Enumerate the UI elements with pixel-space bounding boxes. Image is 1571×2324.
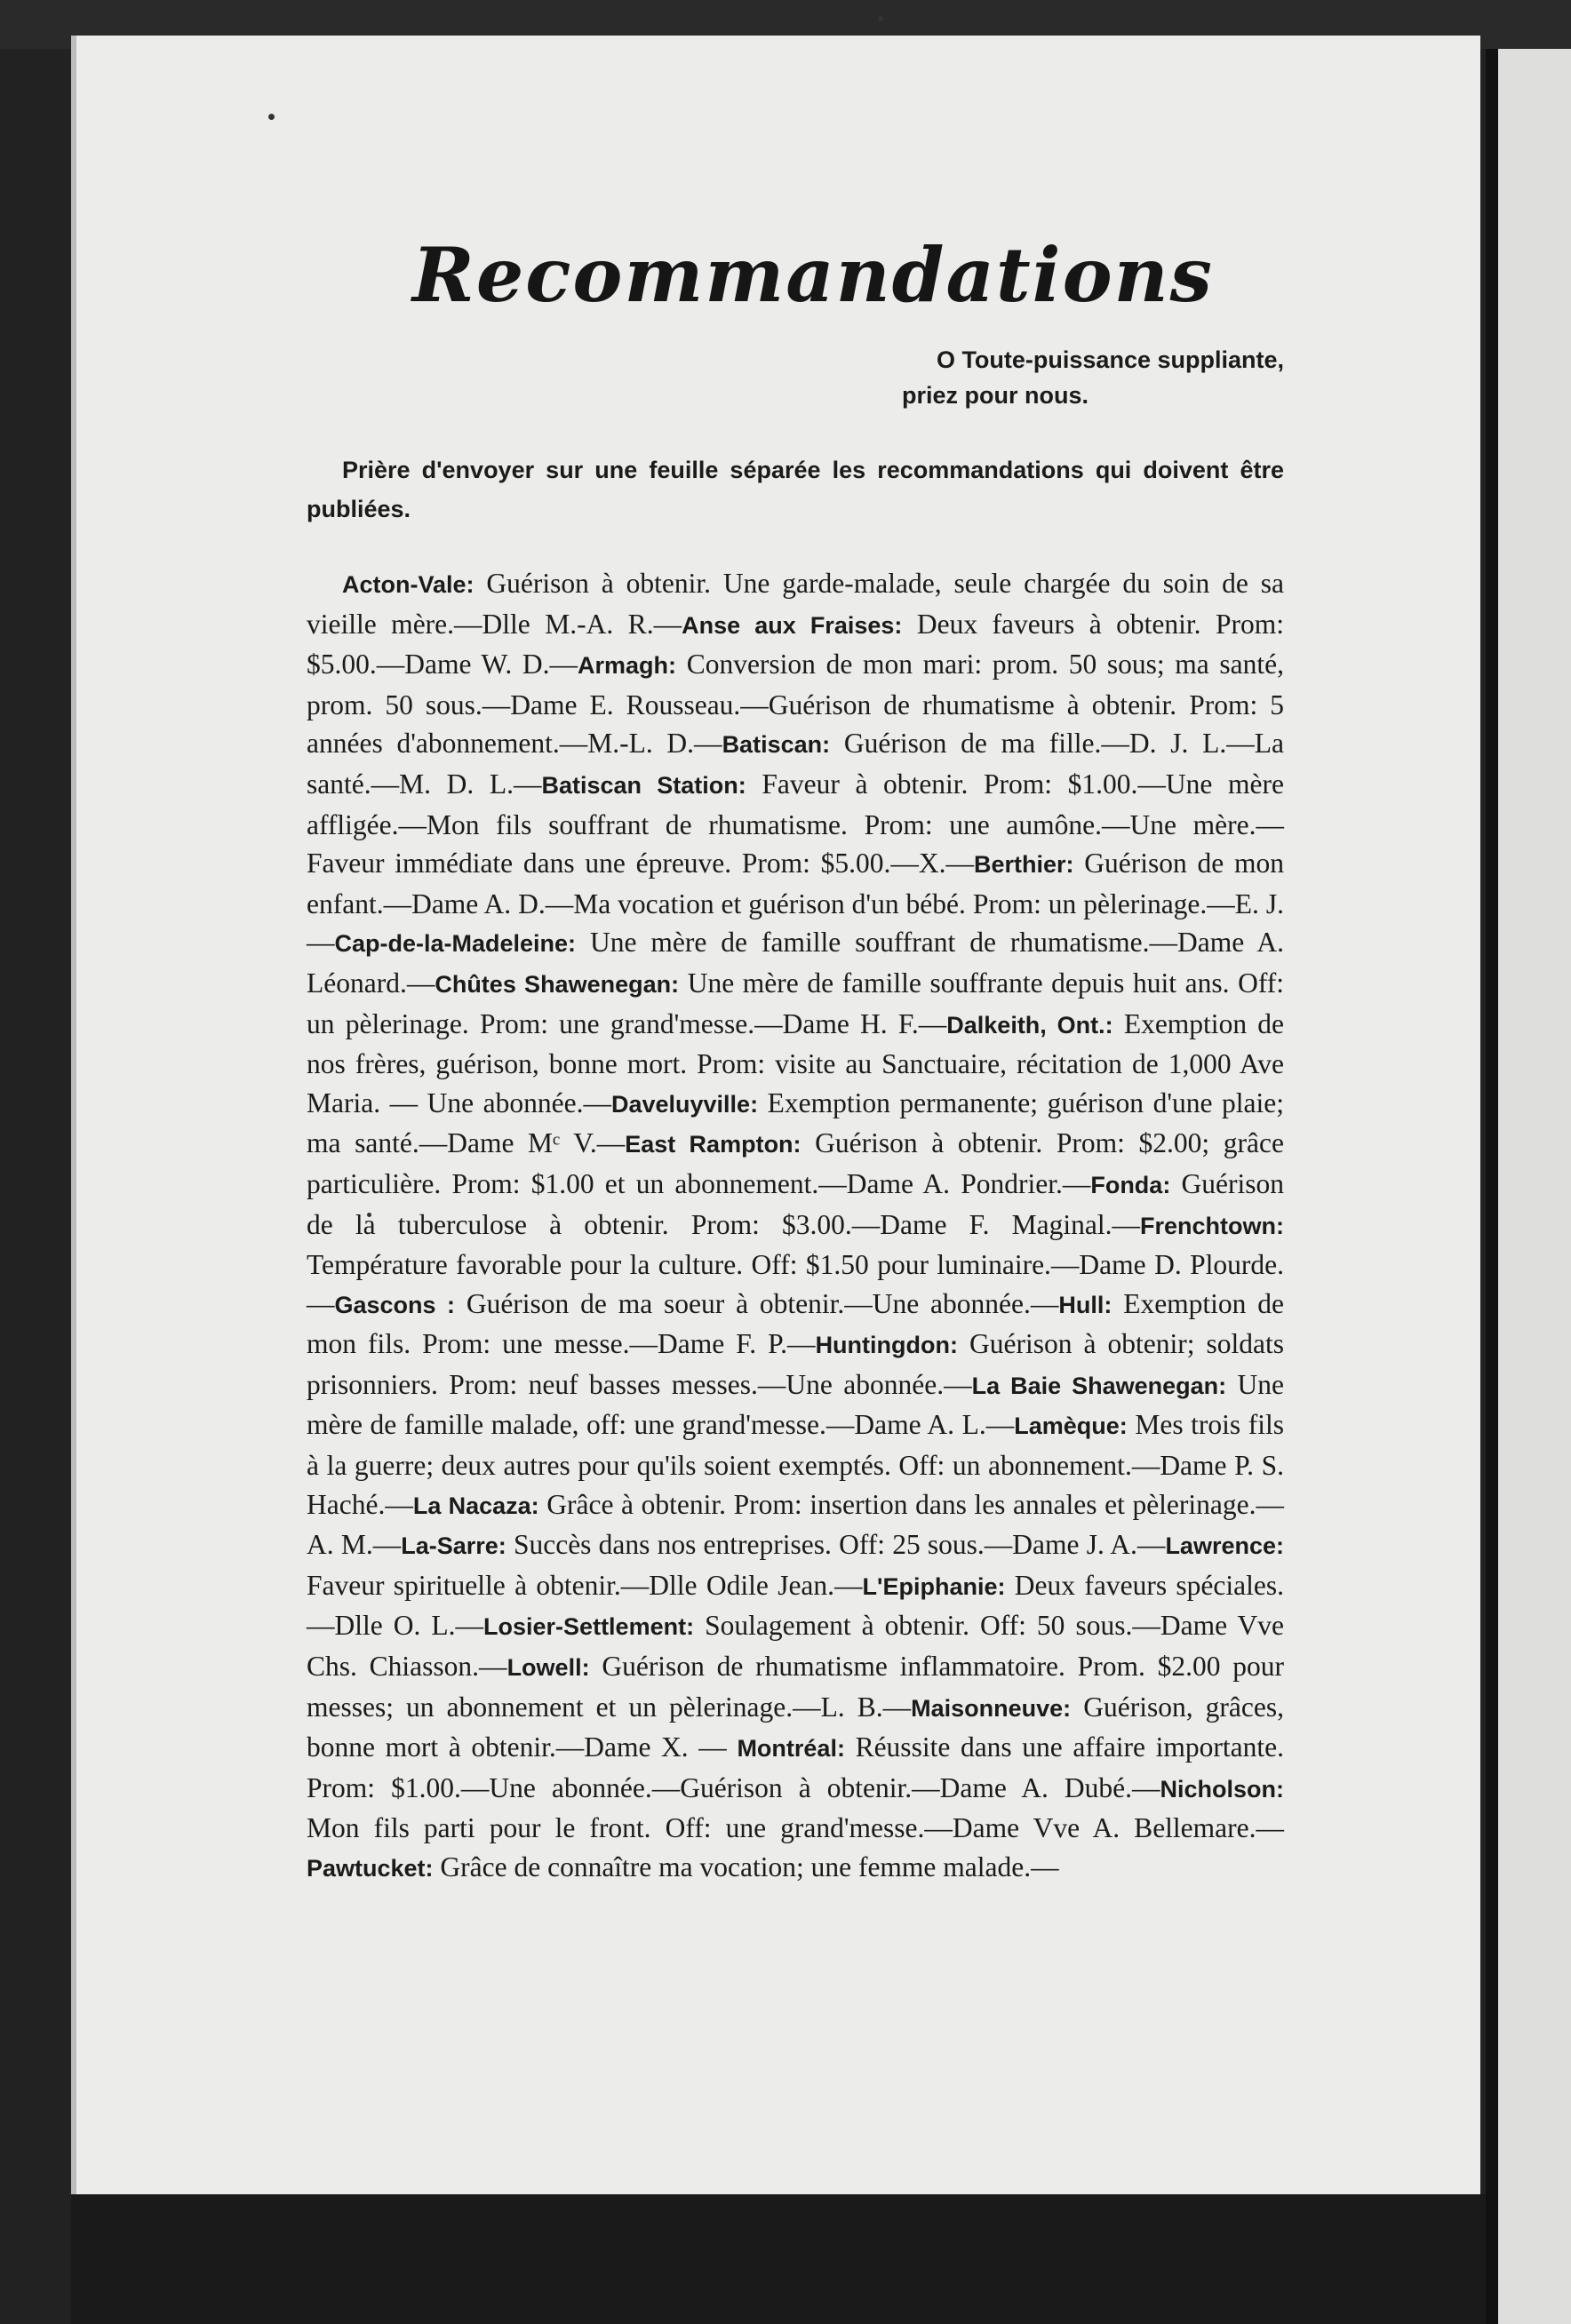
entry-place: Lawrence: — [1165, 1532, 1284, 1560]
entry-text: Grâce à obtenir. Prom: insertion dans les annales et pèlerinage.—A. M.— — [307, 1488, 1284, 1561]
entry-text: Exemption de mon fils. Prom: une messe.—Dame F. P.— — [307, 1287, 1284, 1360]
entry-text: Guérison de ma soeur à obtenir.—Une abonnée.— — [455, 1287, 1059, 1319]
entry-text: Guérison à obtenir. Une garde-malade, seule chargée du soin de sa vieille mère.—Dlle M.-A. R.— — [307, 568, 1284, 640]
entry-place: East Rampton: — [625, 1131, 801, 1158]
entry-text: Guérison de la tuberculose à obtenir. Prom: $3.00.—Dame F. Maginal.— — [307, 1167, 1284, 1240]
page-title: Recommandations — [412, 231, 1214, 319]
speck — [268, 114, 275, 120]
entry-text: Guérison de ma fille.—D. J. L.—La santé.—M. D. L.— — [307, 728, 1284, 800]
entry-text: Soulagement à obtenir. Off: 50 sous.—Dame Vve Chs. Chiasson.— — [307, 1610, 1284, 1683]
invocation-line-2: priez pour nous. — [901, 382, 1089, 409]
entry-place: Armagh: — [578, 652, 677, 680]
entry-text: Grâce de connaître ma vocation; une femme malade.— — [433, 1851, 1059, 1882]
entry-text: Guérison de rhumatisme inflammatoire. Prom. $2.00 pour messes; un abonnement et un pèlerinage.—L. B.— — [307, 1651, 1284, 1723]
entry-text: Réussite dans une affaire importante. Prom: $1.00.—Une abonnée.—Guérison à obtenir.—Dame A. Dubé.— — [307, 1731, 1284, 1803]
entry-place: Hull: — [1058, 1291, 1112, 1318]
entry-text: Exemption permanente; guérison d'une plaie; ma santé.—Dame Mᶜ V.— — [307, 1086, 1284, 1159]
entry-text: Deux faveurs spéciales.—Dlle O. L.— — [307, 1569, 1284, 1642]
entry-text: Une mère de famille souffrante depuis huit ans. Off: un pèlerinage. Prom: une grand'messe.—Dame H. F.— — [307, 967, 1284, 1039]
next-page-edge — [1486, 49, 1571, 2324]
entry-place: La-Sarre: — [401, 1532, 506, 1560]
entry-place: Anse aux Fraises: — [682, 611, 903, 639]
entry-place: Dalkeith, Ont.: — [946, 1011, 1113, 1039]
entry-place: Huntingdon: — [815, 1332, 958, 1359]
entry-place: Frenchtown: — [1140, 1212, 1284, 1239]
submission-notice: Prière d'envoyer sur une feuille séparée les recommandations qui doivent être publiées. — [307, 457, 1284, 522]
entry-place: Maisonneuve: — [911, 1694, 1072, 1722]
entry-text: Guérison à obtenir. Prom: $2.00; grâce particulière. Prom: $1.00 et un abonnement.—Dame A. Pondrier.— — [307, 1127, 1284, 1199]
entry-text: Conversion de mon mari: prom. 50 sous; ma santé, prom. 50 sous.—Dame E. Rousseau.—Guérison de rhumatisme à obtenir. Prom: 5 années d'abonnement.—M.-L. D.— — [307, 649, 1285, 760]
page-content — [307, 231, 1284, 1889]
entry-text: Faveur spirituelle à obtenir.—Dlle Odile Jean.— — [307, 1569, 863, 1601]
entry-place: Acton-Vale: — [342, 571, 474, 598]
invocation-line-1: O Toute-puissance suppliante, — [936, 346, 1284, 373]
entry-text: Guérison de mon enfant.—Dame A. D.—Ma vocation et guérison d'un bébé. Prom: un pèlerinage.—E. J.— — [307, 848, 1284, 959]
entry-place: Losier-Settlement: — [483, 1613, 695, 1641]
entry-place: Fonda: — [1090, 1171, 1171, 1198]
entry-text: Une mère de famille souffrant de rhumatisme.—Dame A. Léonard.— — [307, 927, 1284, 999]
entry-place: Pawtucket: — [307, 1855, 434, 1882]
entry-place: Gascons : — [334, 1291, 455, 1318]
entry-text: Guérison à obtenir; soldats prisonniers. Prom: neuf basses messes.—Une abonnée.— — [307, 1328, 1284, 1400]
entry-text: Température favorable pour la culture. Off: $1.50 pour luminaire.—Dame D. Plourde.— — [307, 1249, 1284, 1319]
entry-text: Mes trois fils à la guerre; deux autres pour qu'ils soient exemptés. Off: un abonnement.—Dame P. S. Haché.— — [307, 1409, 1284, 1520]
entry-text: Une mère de famille malade, off: une grand'messe.—Dame A. L.— — [307, 1368, 1284, 1441]
entry-place: La Nacaza: — [412, 1492, 539, 1519]
entry-text: Mon fils parti pour le front. Off: une grand'messe.—Dame Vve A. Bellemare.— — [307, 1812, 1284, 1844]
entry-place: Chûtes Shawenegan: — [435, 970, 680, 998]
entry-text: Faveur à obtenir. Prom: $1.00.—Une mère affligée.—Mon fils souffrant de rhumatisme. Prom: une aumône.—Une mère.—Faveur immédiate dans une épreuve. Prom: $5.00.—X.— — [307, 768, 1284, 879]
entry-text: Exemption de nos frères, guérison, bonne mort. Prom: visite au Sanctuaire, récitation de 1,000 Ave Maria. — Une abonnée.— — [307, 1007, 1285, 1118]
entry-place: Batiscan Station: — [541, 771, 746, 799]
entry-place: Nicholson: — [1160, 1775, 1284, 1803]
scan-background-bottom — [71, 2194, 1486, 2324]
entry-place: L'Epiphanie: — [862, 1572, 1006, 1600]
recommendations-text — [307, 564, 1284, 1889]
invocation — [307, 342, 1284, 413]
entry-place: Lowell: — [506, 1654, 590, 1682]
speck — [878, 16, 883, 21]
entry-place: Cap-de-la-Madeleine: — [334, 930, 577, 958]
entry-place: La Baie Shawenegan: — [971, 1372, 1227, 1399]
entry-text: Deux faveurs à obtenir. Prom: $5.00.—Dame W. D.— — [307, 608, 1284, 680]
entry-place: Batiscan: — [722, 731, 831, 759]
entry-place: Lamèque: — [1014, 1413, 1128, 1440]
entry-place: Montréal: — [737, 1735, 845, 1763]
entry-text: Guérison, grâces, bonne mort à obtenir.—Dame X. — — [307, 1691, 1284, 1763]
entry-text: Succès dans nos entreprises. Off: 25 sous.—Dame J. A.— — [506, 1529, 1166, 1561]
entry-place: Berthier: — [974, 851, 1074, 879]
entry-place: Daveluyville: — [610, 1090, 759, 1118]
